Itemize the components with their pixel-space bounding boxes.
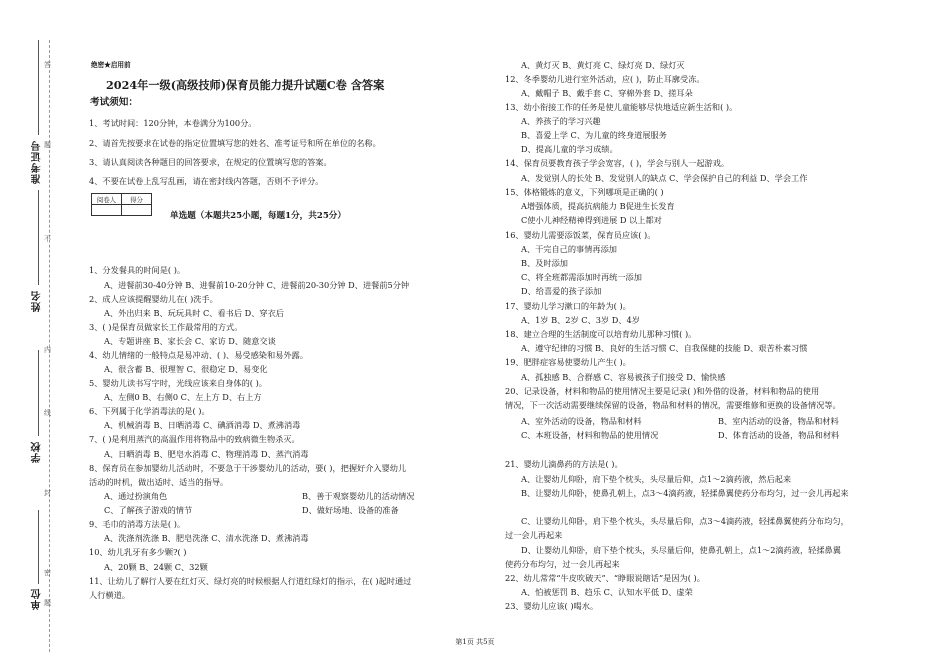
option-line: A、1岁 B、2岁 C、3岁 D、4岁 (521, 315, 640, 325)
option-line: A、干完自己的事情再添加 (521, 244, 617, 254)
seal-char: 题 (44, 599, 51, 607)
option-line: 使药分布均匀，过一会儿再起来 (505, 559, 620, 569)
page-footer: 第1页 共5页 (455, 638, 495, 646)
notice-item: 1、考试时间：120分钟，本卷满分为100分。 (89, 118, 257, 128)
option-line: A、洗涤剂洗涤 B、肥皂洗涤 C、清水洗涤 D、煮沸消毒 (104, 533, 309, 543)
option-line: A、怕被惩罚 B、趋乐 C、认知水平低 D、虚荣 (521, 587, 693, 597)
unit-fill-line (38, 510, 39, 584)
option-line: A、20颗 B、24颗 C、32颗 (104, 562, 208, 572)
option-line: C、将全班都需添加时再统一添加 (521, 272, 642, 282)
question-line: 6、下列属于化学消毒法的是( )。 (89, 406, 210, 416)
question-line: 情况，下一次活动需要继续保留的设备，物品和材料的情况，需要维修和更换的设备情况等。 (505, 400, 841, 410)
question-line: 9、毛巾的消毒方法是( )。 (89, 519, 186, 529)
option-line: A、遵守纪律的习惯 B、良好的生活习惯 C、自我保健的技能 D、艰苦朴素习惯 (521, 343, 808, 353)
gutter-label-school: 学校 (32, 441, 43, 463)
option-line: D、做好场地、设备的准备 (302, 505, 399, 515)
option-line: A、很含蓄 B、很理智 C、很稳定 D、易变化 (104, 364, 268, 374)
question-line: 7、( )是利用蒸汽的高温作用将物品中的致病微生物杀灭。 (89, 434, 300, 444)
option-line: A、室外活动的设备，物品和材料 (521, 416, 642, 426)
score-table (91, 193, 152, 216)
seal-char: 不 (44, 235, 51, 243)
option-line: A、日晒消毒 B、肥皂水消毒 C、物理消毒 D、蒸汽消毒 (104, 449, 309, 459)
score-cell: 得分 (122, 194, 152, 205)
notice-item: 4、不要在试卷上乱写乱画，请在密封线内答题，否则不予评分。 (89, 176, 324, 186)
option-line: B、让婴幼儿仰卧，使鼻孔朝上，点3～4滴药液，轻揉鼻翼使药分布均匀，过一会儿再起来 (521, 488, 849, 498)
question-line: 3、( )是保育员做家长工作最常用的方式。 (89, 322, 243, 332)
seal-char: 内 (44, 346, 51, 354)
score-blank[interactable] (122, 205, 152, 216)
option-line: B、喜爱上学 C、为儿童的终身道展服务 (521, 130, 667, 140)
question-line: 1、分发餐具的时间是( )。 (89, 265, 186, 275)
question-line: 15、体格锻炼的意义，下列哪项是正确的( ) (505, 187, 664, 197)
question-line: 5、婴幼儿读书写字时，光线应该来自身体的( )。 (89, 378, 267, 388)
option-line: A、养孩子的学习兴趣 (521, 116, 601, 126)
question-line: 11、让幼儿了解行人要在红灯灭、绿灯亮的时候根据人行道红绿灯的指示，在( )起时通过 (89, 576, 412, 586)
section-heading: 单选题（本题共25小题，每题1分，共25分） (170, 211, 346, 221)
option-line: D、体育活动的设备，物品和材料 (718, 430, 840, 440)
question-line: 活动的时机，做出适时、适当的指导。 (89, 477, 229, 487)
exam-title: 2024年一级(高级技师)保育员能力提升试题C卷 含答案 (106, 78, 385, 92)
question-line: 12、冬季婴幼儿进行室外活动，应( )，防止耳廓受冻。 (505, 74, 705, 84)
question-line: 18、建立合理的生活制度可以培育幼儿那种习惯( )。 (505, 329, 697, 339)
question-line: 16、婴幼儿需要添饭菜，保育员应该( )。 (505, 230, 656, 240)
gutter-label-unit: 单位 (32, 588, 43, 610)
notice-item: 3、请认真阅读各种题目的回答要求，在规定的位置填写您的答案。 (89, 157, 332, 167)
option-line: C、本班设备，材料和物品的使用情况 (521, 430, 659, 440)
confidential-mark: 绝密★启用前 (91, 61, 131, 69)
question-line: 17、婴幼儿学习漱口的年龄为( )。 (505, 301, 631, 311)
question-line: 10、幼儿乳牙有多少颗?( ) (89, 547, 187, 557)
option-line: B、及时添加 (521, 258, 568, 268)
seal-char: 答 (44, 61, 51, 69)
seal-char: 封 (44, 489, 51, 497)
ticket-fill-line (38, 40, 39, 135)
option-line: A、戴帽子 B、戴手套 C、穿棉外套 D、搓耳朵 (521, 88, 693, 98)
grader-blank[interactable] (92, 205, 122, 216)
option-line: 过一会儿再起来 (505, 530, 563, 540)
option-line: A、进餐前30-40分钟 B、进餐前10-20分钟 C、进餐前20-30分钟 D、进餐前5分钟 (104, 280, 410, 290)
option-line: A、让婴幼儿仰卧，肩下垫个枕头，头尽量后仰，点1～2滴药液，然后起来 (521, 474, 792, 484)
option-line: D、让婴幼儿仰卧，肩下垫个枕头，头尽量后仰，使鼻孔朝上，点1～2滴药液，轻揉鼻翼 (521, 545, 841, 555)
option-line: A、黄灯灭 B、黄灯亮 C、绿灯亮 D、绿灯灭 (521, 60, 685, 70)
question-line: 23、婴幼儿应该( )喝水。 (505, 601, 599, 611)
name-fill-line (38, 190, 39, 285)
option-line: D、给喜爱的孩子添加 (521, 286, 602, 296)
school-fill-line (38, 350, 39, 436)
option-line: A、机械消毒 B、日晒消毒 C、碘酒消毒 D、煮沸消毒 (104, 420, 301, 430)
question-line: 人行横道。 (89, 590, 130, 600)
gutter-label-ticket: 准考证号 (32, 140, 43, 184)
seal-char: 题 (44, 141, 51, 149)
option-line: A、专题讲座 B、家长会 C、家访 D、随意交谈 (104, 336, 276, 346)
option-line: A增强体质，提高抗病能力 B促进生长发育 (521, 201, 675, 211)
option-line: A、发觉别人的长处 B、发觉别人的缺点 C、学会保护自己的利益 D、学会工作 (521, 173, 808, 183)
gutter-label-name: 姓名 (32, 290, 43, 312)
question-line: 8、保育员在参加婴幼儿活动时，不要急于干涉婴幼儿的活动，要( )，把握好介入婴幼儿 (89, 463, 407, 473)
option-line: B、善于观察婴幼儿的活动情况 (302, 491, 415, 501)
option-line: C、让婴幼儿仰卧，肩下垫个枕头，头尽量后仰，点3～4滴药液，轻揉鼻翼使药分布均匀， (521, 516, 849, 526)
option-line: B、室内活动的设备，物品和材料 (718, 416, 839, 426)
seal-char: 线 (44, 409, 51, 417)
notice-heading: 考试须知： (90, 97, 138, 108)
option-line: C、了解孩子游戏的情节 (104, 505, 193, 515)
question-line: 19、肥胖症容易使婴幼儿产生( )。 (505, 357, 631, 367)
question-line: 20、记录设备，材料和物品的使用情况主要是记录( )和外借的设备，材料和物品的使用 (505, 386, 820, 396)
question-line: 13、幼小衔接工作的任务是使儿童能够尽快地适应新生活和( )。 (505, 102, 738, 112)
question-line: 4、幼儿情绪的一般特点是易冲动、( )、易受感染和易外露。 (89, 350, 308, 360)
seal-char: 密 (44, 569, 51, 577)
grader-cell: 阅卷人 (92, 194, 122, 205)
question-line: 22、幼儿常常“牛皮吹破天”、“睁眼说瞎话”是因为( )。 (505, 573, 705, 583)
question-line: 14、保育员要教育孩子学会宽容，( )，学会与别人一起游戏。 (505, 158, 730, 168)
binding-gutter (0, 0, 78, 671)
notice-item: 2、请首先按要求在试卷的指定位置填写您的姓名、准考证号和所在单位的名称。 (89, 138, 381, 148)
question-line: 21、婴幼儿滴鼻药的方法是( )。 (505, 459, 623, 469)
option-line: A、通过扮演角色 (104, 491, 168, 501)
option-line: A、外出归来 B、玩玩具时 C、看书后 D、穿衣后 (104, 308, 284, 318)
question-line: 2、成人应该提醒婴幼儿在( )洗手。 (89, 294, 218, 304)
option-line: A、左侧0 B、右侧0 C、左上方 D、右上方 (104, 392, 262, 402)
option-line: D、提高儿童的学习成绩。 (521, 144, 618, 154)
option-line: C使小儿神经精神得到进展 D 以上都对 (521, 215, 662, 225)
option-line: A、孤独感 B、合群感 C、容易被孩子们接受 D、愉快感 (521, 372, 726, 382)
